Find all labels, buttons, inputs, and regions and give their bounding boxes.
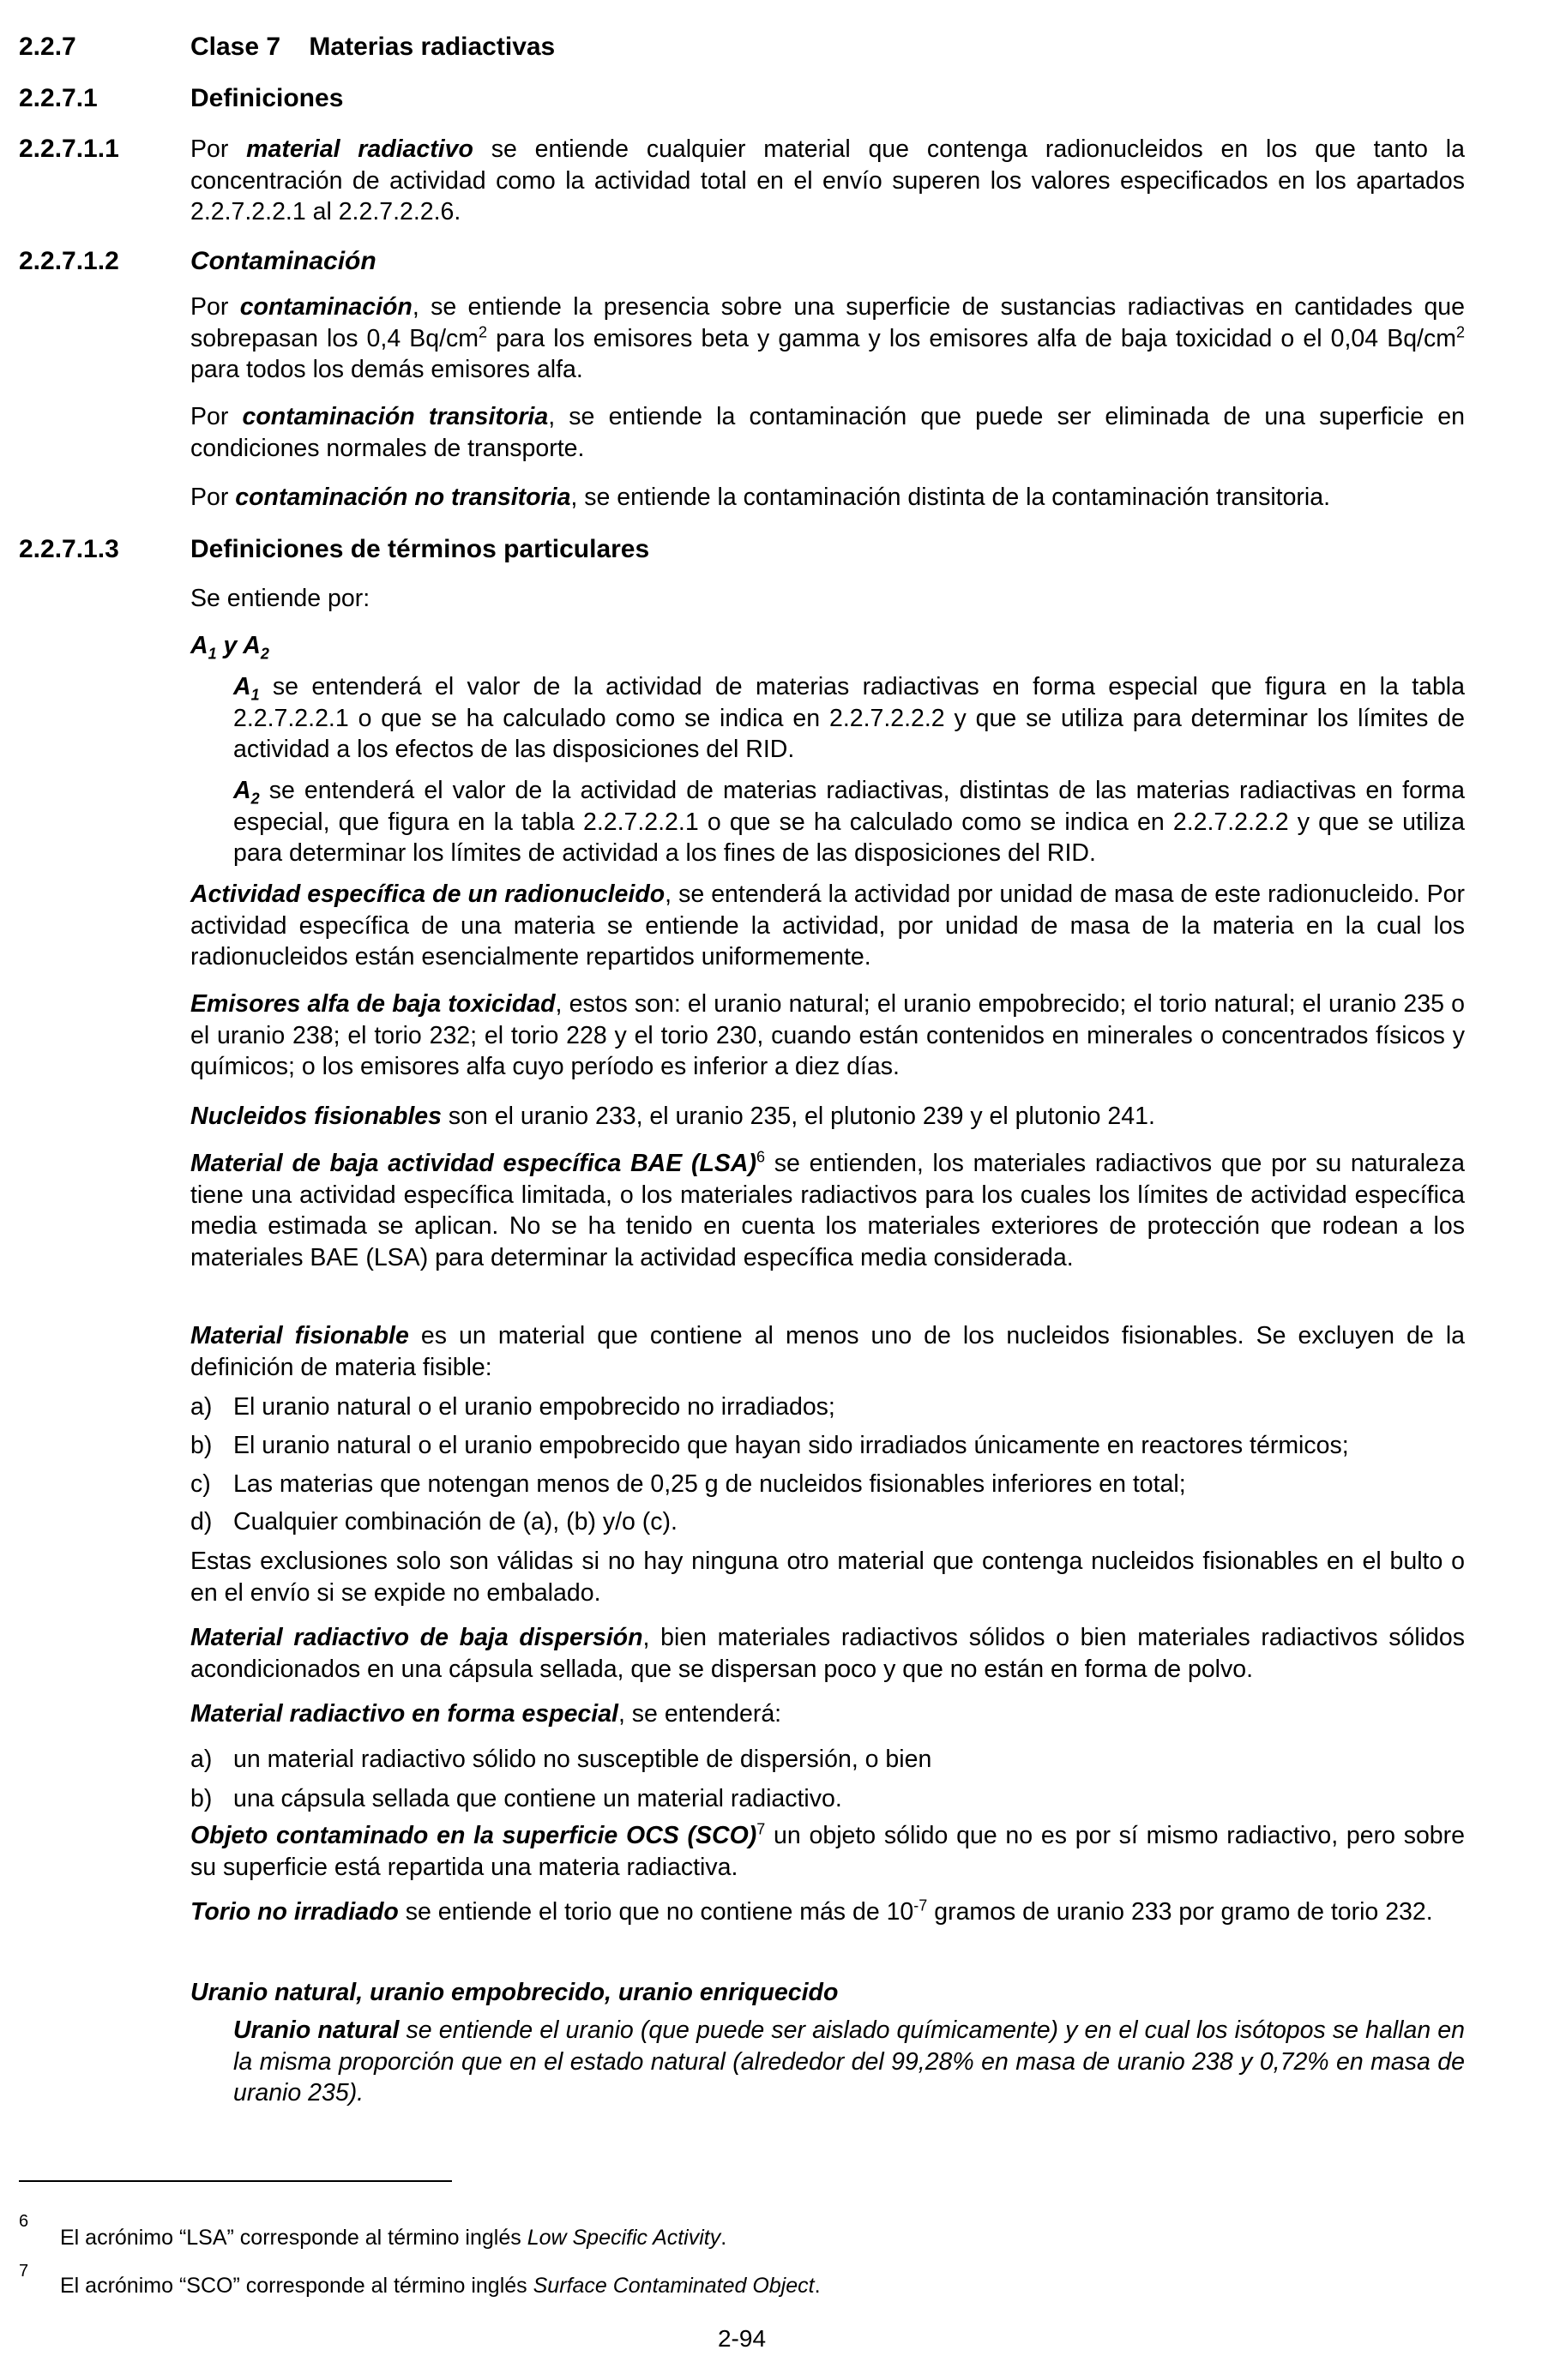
paragraph-contaminacion: [190, 291, 1465, 386]
text: para los emisores beta y gamma y los emisores alfa de baja toxicidad o el 0,04 Bq/cm: [487, 324, 1456, 352]
text: , se entiende la contaminación que puede ser eliminada de una superficie en condiciones normales de transporte.: [190, 403, 1465, 462]
subscript: 2: [260, 645, 269, 663]
list-text: Cualquier combinación de (a), (b) y/o (c).: [233, 1508, 678, 1536]
term: Nucleidos fisionables: [190, 1103, 442, 1130]
text: son el uranio 233, el uranio 235, el plutonio 239 y el plutonio 241.: [442, 1103, 1155, 1130]
subscript: 2: [250, 790, 260, 808]
list-item: [190, 1391, 1465, 1423]
paragraph-actividad-especifica: [190, 879, 1465, 973]
section-number: 2.2.7.1: [19, 84, 98, 112]
paragraph-baja-dispersion: [190, 1622, 1465, 1685]
term: Material fisionable: [190, 1322, 409, 1349]
text: Por: [190, 135, 247, 163]
paragraph-nucleidos-fisionables: [190, 1101, 1465, 1133]
text: se entenderá el valor de la actividad de materias radiactivas, distintas de las materias radiactivas en forma especial, que figura en la tabla 2.2.7.2.2.1 o que se ha calculado como se indica en 2.2.7.2.2.2 y que se utiliza para determinar los límites de actividad a los fines de las disposiciones del RID.: [233, 777, 1465, 867]
text: y A: [216, 632, 261, 659]
paragraph-material-fisionable: [190, 1320, 1465, 1383]
list-item: [190, 1469, 1465, 1500]
footnote-number: 6: [19, 2212, 29, 2231]
section-title: Definiciones: [190, 84, 344, 112]
term: Material de baja actividad específica BAE (LSA): [190, 1150, 757, 1177]
text: Surface Contaminated Object: [533, 2274, 815, 2298]
paragraph-uranio-natural: [233, 2015, 1465, 2109]
text: El acrónimo “LSA” corresponde al término inglés: [60, 2226, 527, 2250]
list-item: [190, 1744, 1465, 1776]
text: , se entenderá la actividad por unidad de masa de este radionucleido. Por actividad específica de una materia se entiende la actividad, por unidad de masa de la materia en la cual los radionucleidos están esencialmente repartidos uniformemente.: [190, 880, 1466, 971]
paragraph-objeto-contaminado: [190, 1820, 1465, 1883]
term: Material radiactivo en forma especial: [190, 1700, 618, 1728]
section-title: Clase 7 Materias radiactivas: [190, 33, 556, 61]
page-number: 2-94: [717, 2325, 767, 2352]
term: material radiactivo: [246, 135, 473, 163]
paragraph-contaminacion-transitoria: [190, 401, 1465, 464]
paragraph-contaminacion-no-transitoria: [190, 482, 1465, 514]
list-item: [190, 1783, 1465, 1815]
term: Torio no irradiado: [190, 1898, 399, 1926]
section-title: Contaminación: [190, 247, 376, 275]
text: .: [814, 2274, 821, 2298]
footnote-ref: 7: [756, 1820, 766, 1838]
text: Por: [190, 403, 243, 430]
uranio-heading: Uranio natural, uranio empobrecido, uranio enriquecido: [190, 1979, 839, 2006]
text: Por: [190, 484, 236, 511]
footnote-rule: [19, 2180, 452, 2182]
text: un objeto sólido que no es por sí mismo radiactivo, pero sobre su superficie está repartida una materia radiactiva.: [190, 1822, 1466, 1881]
paragraph-emisores-alfa: [190, 989, 1465, 1083]
text: , bien materiales radiactivos sólidos o bien materiales radiactivos sólidos acondicionados en una cápsula sellada, que se dispersan poco y que no están en forma de polvo.: [190, 1624, 1466, 1683]
text: se entiende el torio que no contiene más de 10: [398, 1898, 914, 1926]
paragraph-torio-no-irradiado: [190, 1896, 1465, 1928]
superscript: 2: [479, 323, 488, 340]
text: se entienden, los materiales radiactivos que por su naturaleza tiene una actividad específica limitada, o los materiales radiactivos para los cuales los límites de actividad específica media estimada se aplican. No se ha tenido en cuenta los materiales exteriores de protección que rodean a los materiales BAE (LSA) para determinar la actividad específica media considerada.: [190, 1150, 1466, 1271]
text: se entiende el uranio (que puede ser aislado químicamente) y en el cual los isótopos se hallan en la misma proporción que en el estado natural (alrededor del 99,28% en masa de uranio 238 y 0,72% en masa de uranio 235).: [233, 2016, 1465, 2107]
text: Low Specific Activity: [527, 2226, 721, 2250]
text: es un material que contiene al menos uno de los nucleidos fisionables. Se excluyen de la definición de materia fisible:: [190, 1322, 1466, 1381]
term: Actividad específica de un radionucleido: [190, 880, 666, 908]
list-text: un material radiactivo sólido no susceptible de dispersión, o bien: [233, 1746, 932, 1773]
footnote-text: [60, 2272, 821, 2299]
list-label: a): [190, 1393, 213, 1421]
footnote-ref: 6: [756, 1148, 766, 1166]
list-text: El uranio natural o el uranio empobrecido no irradiados;: [233, 1393, 835, 1421]
section-number: 2.2.7.1.1: [19, 135, 119, 163]
term: A: [233, 673, 251, 700]
section-number: 2.2.7: [19, 33, 76, 61]
paragraph-bae-lsa: [190, 1148, 1465, 1273]
list-item: [190, 1506, 1465, 1538]
paragraph-intro: Se entiende por:: [190, 585, 370, 612]
text: Por: [190, 293, 240, 321]
term: Emisores alfa de baja toxicidad: [190, 990, 556, 1018]
term: Material radiactivo de baja dispersión: [190, 1624, 643, 1651]
text: se entenderá el valor de la actividad de materias radiactivas en forma especial que figura en la tabla 2.2.7.2.2.1 o que se ha calculado como se indica en 2.2.7.2.2.2 y que se utiliza para determinar los límites de actividad a los efectos de las disposiciones del RID.: [233, 673, 1465, 763]
list-text: El uranio natural o el uranio empobrecido que hayan sido irradiados únicamente en reactores térmicos;: [233, 1432, 1349, 1459]
superscript: -7: [913, 1896, 928, 1914]
a1-a2-heading: [190, 630, 1465, 662]
paragraph-forma-especial: [190, 1698, 1465, 1730]
term: A: [233, 777, 251, 804]
list-label: d): [190, 1508, 213, 1536]
term: Objeto contaminado en la superficie OCS (SCO): [190, 1822, 757, 1849]
superscript: 2: [1455, 323, 1465, 340]
text: El acrónimo “SCO” corresponde al término inglés: [60, 2274, 533, 2298]
subscript: 1: [208, 645, 217, 663]
term: contaminación: [239, 293, 413, 321]
footnote-text: [60, 2224, 726, 2251]
list-label: b): [190, 1785, 213, 1812]
text: para todos los demás emisores alfa.: [190, 356, 583, 383]
text: se entiende cualquier material que contenga radionucleidos en los que tanto la concentración de actividad como la actividad total en el envío superen los valores especificados en los apartados 2.2.7.2.2.1 al 2.2.7.2.2.6.: [190, 135, 1465, 225]
list-label: a): [190, 1746, 213, 1773]
text: A: [190, 632, 208, 659]
list-label: c): [190, 1470, 211, 1498]
list-item: [190, 1430, 1465, 1462]
section-title: Definiciones de términos particulares: [190, 535, 650, 563]
paragraph-exclusiones: Estas exclusiones solo son válidas si no hay ninguna otro material que contenga nucleidos fisionables en el bulto o en el envío si se expide no embalado.: [190, 1548, 1465, 1607]
text: , se entiende la presencia sobre una superficie de sustancias radiactivas en cantidades que sobrepasan los 0,4 Bq/cm: [190, 293, 1465, 352]
paragraph-material-radiactivo: [190, 134, 1465, 228]
list-text: una cápsula sellada que contiene un material radiactivo.: [233, 1785, 842, 1812]
section-number: 2.2.7.1.2: [19, 247, 119, 275]
text: , se entiende la contaminación distinta de la contaminación transitoria.: [570, 484, 1331, 511]
term: contaminación no transitoria: [235, 484, 571, 511]
list-text: Las materias que notengan menos de 0,25 g de nucleidos fisionables inferiores en total;: [233, 1470, 1186, 1498]
list-label: b): [190, 1432, 213, 1459]
text: , estos son: el uranio natural; el uranio empobrecido; el torio natural; el uranio 235 o el uranio 238; el torio 232; el torio 228 y el torio 230, cuando están contenidos en minerales o concentrados físicos y químicos; o los emisores alfa cuyo período es inferior a diez días.: [190, 990, 1465, 1080]
text: .: [720, 2226, 727, 2250]
section-number: 2.2.7.1.3: [19, 535, 119, 563]
paragraph-a2: [233, 775, 1465, 869]
term: Uranio natural: [233, 2016, 400, 2044]
subscript: 1: [250, 686, 260, 704]
text: , se entenderá:: [617, 1700, 782, 1728]
footnote-number: 7: [19, 2262, 29, 2281]
text: gramos de uranio 233 por gramo de torio 232.: [927, 1898, 1433, 1926]
paragraph-a1: [233, 671, 1465, 766]
term: contaminación transitoria: [242, 403, 549, 430]
